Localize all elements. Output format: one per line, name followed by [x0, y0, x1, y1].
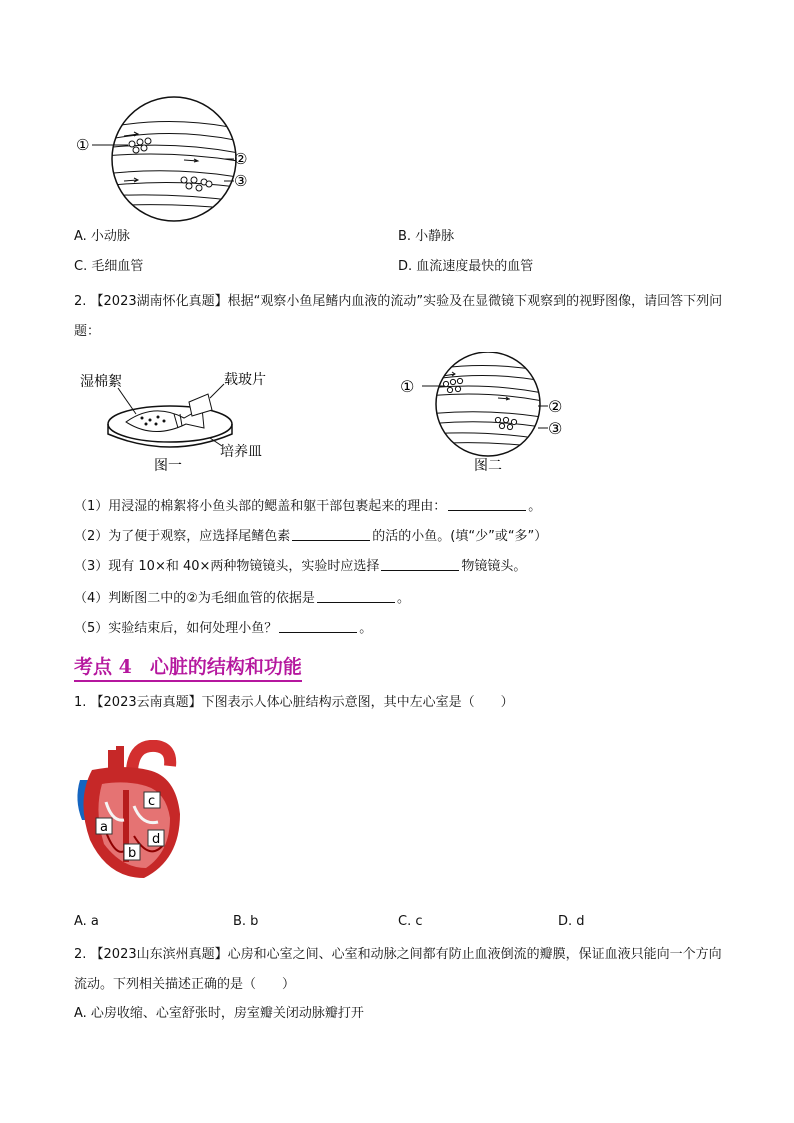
q2-fig2-label-1: ①: [400, 377, 415, 396]
s4-q1-option-d[interactable]: D. d: [558, 914, 585, 929]
s4-q1-option-a[interactable]: A. a: [74, 914, 99, 929]
q2-figure-2-microscope-field: [398, 352, 578, 476]
q1-option-d[interactable]: D. 血流速度最快的血管: [398, 259, 534, 274]
heart-diagram: [72, 740, 188, 882]
heart-label-a: a: [100, 820, 108, 835]
q2-sub-2-answer-blank[interactable]: [292, 527, 370, 541]
q2-fig1-label-cotton: 湿棉絮: [80, 374, 122, 390]
q2-sub-1-answer-blank[interactable]: [448, 497, 526, 511]
s4-q1-option-b[interactable]: B. b: [233, 914, 259, 929]
heart-label-c: c: [148, 794, 156, 809]
section-4-title: 心脏的结构和功能: [149, 656, 302, 678]
s4-q2-stem: 2. 【2023山东滨州真题】心房和心室之间、心室和动脉之间都有防止血液倒流的瓣膜，保证血液只能向一个方向流动。下列相关描述正确的是（ ）: [74, 947, 722, 992]
section-4-label: 考点 4: [74, 656, 132, 678]
q2-sub-2: （2）为了便于观察，应选择尾鳍色素 的活的小鱼。(填“少”或“多”）: [74, 529, 548, 544]
q2-fig1-caption: 图一: [154, 458, 182, 472]
heart-label-b: b: [128, 846, 137, 861]
q2-fig2-label-3: ③: [548, 419, 563, 438]
q2-stem: 2. 【2023湖南怀化真题】根据“观察小鱼尾鳍内血液的流动”实验及在显微镜下观察到的视野图像，请回答下列问题：: [74, 294, 723, 339]
q1-fig-label-2: ②: [234, 150, 248, 168]
q2-figure-1-petri-dish: [74, 362, 294, 472]
q2-sub-4-answer-blank[interactable]: [317, 589, 395, 603]
q2-sub-5: （5）实验结束后，如何处理小鱼？ 。: [74, 621, 373, 636]
q2-fig1-label-slide: 载玻片: [224, 372, 266, 388]
s4-q2-option-a[interactable]: A. 心房收缩、心室舒张时，房室瓣关闭动脉瓣打开: [74, 1006, 364, 1021]
q1-microscope-field-figure: [74, 96, 254, 222]
q1-fig-label-3: ③: [234, 172, 248, 190]
q2-sub-3-answer-blank[interactable]: [381, 557, 459, 571]
section-4-heading: [74, 652, 302, 682]
q2-sub-3: （3）现有 10×和 40×两种物镜镜头，实验时应选择 物镜镜头。: [74, 559, 527, 574]
s4-q1-stem: 1. 【2023云南真题】下图表示人体心脏结构示意图，其中左心室是（ ）: [74, 695, 514, 710]
q2-fig2-caption: 图二: [474, 458, 502, 474]
q2-fig2-label-2: ②: [548, 397, 563, 416]
q2-sub-1: （1）用浸湿的棉絮将小鱼头部的鳃盖和躯干部包裹起来的理由： 。: [74, 499, 542, 514]
q1-fig-label-1: ①: [76, 136, 90, 154]
q2-sub-5-answer-blank[interactable]: [279, 619, 357, 633]
q1-option-c[interactable]: C. 毛细血管: [74, 259, 144, 274]
q1-option-b[interactable]: B. 小静脉: [398, 229, 455, 244]
s4-q1-option-c[interactable]: C. c: [398, 914, 423, 929]
heart-label-d: d: [152, 832, 161, 847]
q2-sub-4: （4）判断图二中的②为毛细血管的依据是 。: [74, 591, 410, 606]
q2-fig1-label-dish: 培养皿: [220, 444, 262, 460]
q1-option-a[interactable]: A. 小动脉: [74, 229, 130, 244]
